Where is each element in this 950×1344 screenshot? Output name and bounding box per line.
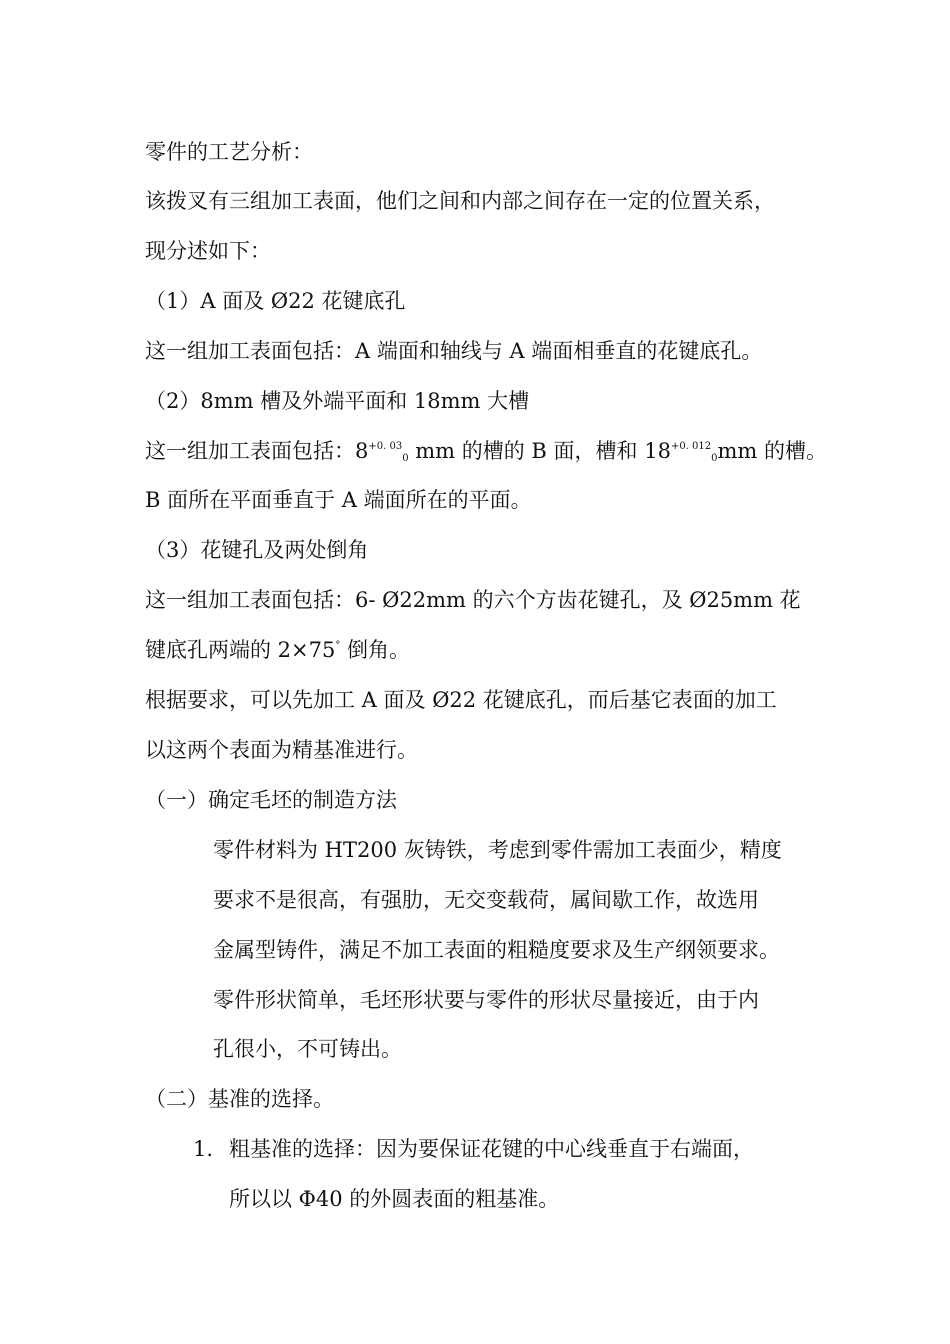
group2-title: （2）8mm 槽及外端平面和 18mm 大槽 <box>145 389 530 413</box>
list-item-1-line-2: 所以以 Φ40 的外圆表面的粗基准。 <box>229 1187 560 1211</box>
group2-desc-part1: 这一组加工表面包括：8 <box>145 439 369 463</box>
group1-description: 这一组加工表面包括：A 端面和轴线与 A 端面相垂直的花键底孔。 <box>145 339 763 363</box>
group2-desc-part2: mm 的槽的 B 面，槽和 18 <box>408 439 671 463</box>
group2-description <box>145 437 827 465</box>
heading: 零件的工艺分析： <box>145 140 313 164</box>
section1-paragraph-line-1: 零件材料为 HT200 灰铸铁，考虑到零件需加工表面少，精度 <box>213 838 782 862</box>
tolerance-upper-18: +0. 012 <box>670 441 712 452</box>
list-item-number-1: 1. <box>193 1137 214 1161</box>
list-item-1-line-1: 粗基准的选择：因为要保证花键的中心线垂直于右端面， <box>229 1137 754 1161</box>
group1-title: （1）A 面及 Ø22 花键底孔 <box>145 289 406 313</box>
section1-paragraph-line-2: 要求不是很高，有强肋，无交变载荷，属间歇工作，故选用 <box>213 888 759 912</box>
group3-description-2 <box>145 636 410 664</box>
section2-title: （二）基准的选择。 <box>145 1087 334 1111</box>
section1-paragraph-line-5: 孔很小，不可铸出。 <box>213 1037 402 1061</box>
summary-line-2: 以这两个表面为精基准进行。 <box>145 738 418 762</box>
tolerance-lower-8: 0 <box>402 453 409 464</box>
group2-desc-part3: mm 的槽。 <box>717 439 828 463</box>
tolerance-upper-8: +0. 03 <box>368 441 403 452</box>
intro-line-2: 现分述如下： <box>145 239 271 263</box>
section1-title: （一）确定毛坯的制造方法 <box>145 788 397 812</box>
tolerance-lower-18: 0 <box>711 453 718 464</box>
group3-desc-part1: 键底孔两端的 2×75 <box>145 638 336 662</box>
group3-title: （3）花键孔及两处倒角 <box>145 538 369 562</box>
degree-symbol: ° <box>335 640 341 651</box>
group2-note: B 面所在平面垂直于 A 端面所在的平面。 <box>145 488 532 512</box>
section1-paragraph-line-3: 金属型铸件，满足不加工表面的粗糙度要求及生产纲领要求。 <box>213 938 780 962</box>
group3-desc-part2: 倒角。 <box>340 638 411 662</box>
summary-line-1: 根据要求，可以先加工 A 面及 Ø22 花键底孔，而后基它表面的加工 <box>145 688 777 712</box>
intro-line-1: 该拨叉有三组加工表面，他们之间和内部之间存在一定的位置关系， <box>145 189 775 213</box>
section1-paragraph-line-4: 零件形状简单，毛坯形状要与零件的形状尽量接近，由于内 <box>213 988 759 1012</box>
group3-description-1: 这一组加工表面包括：6- Ø22mm 的六个方齿花键孔，及 Ø25mm 花 <box>145 588 801 612</box>
